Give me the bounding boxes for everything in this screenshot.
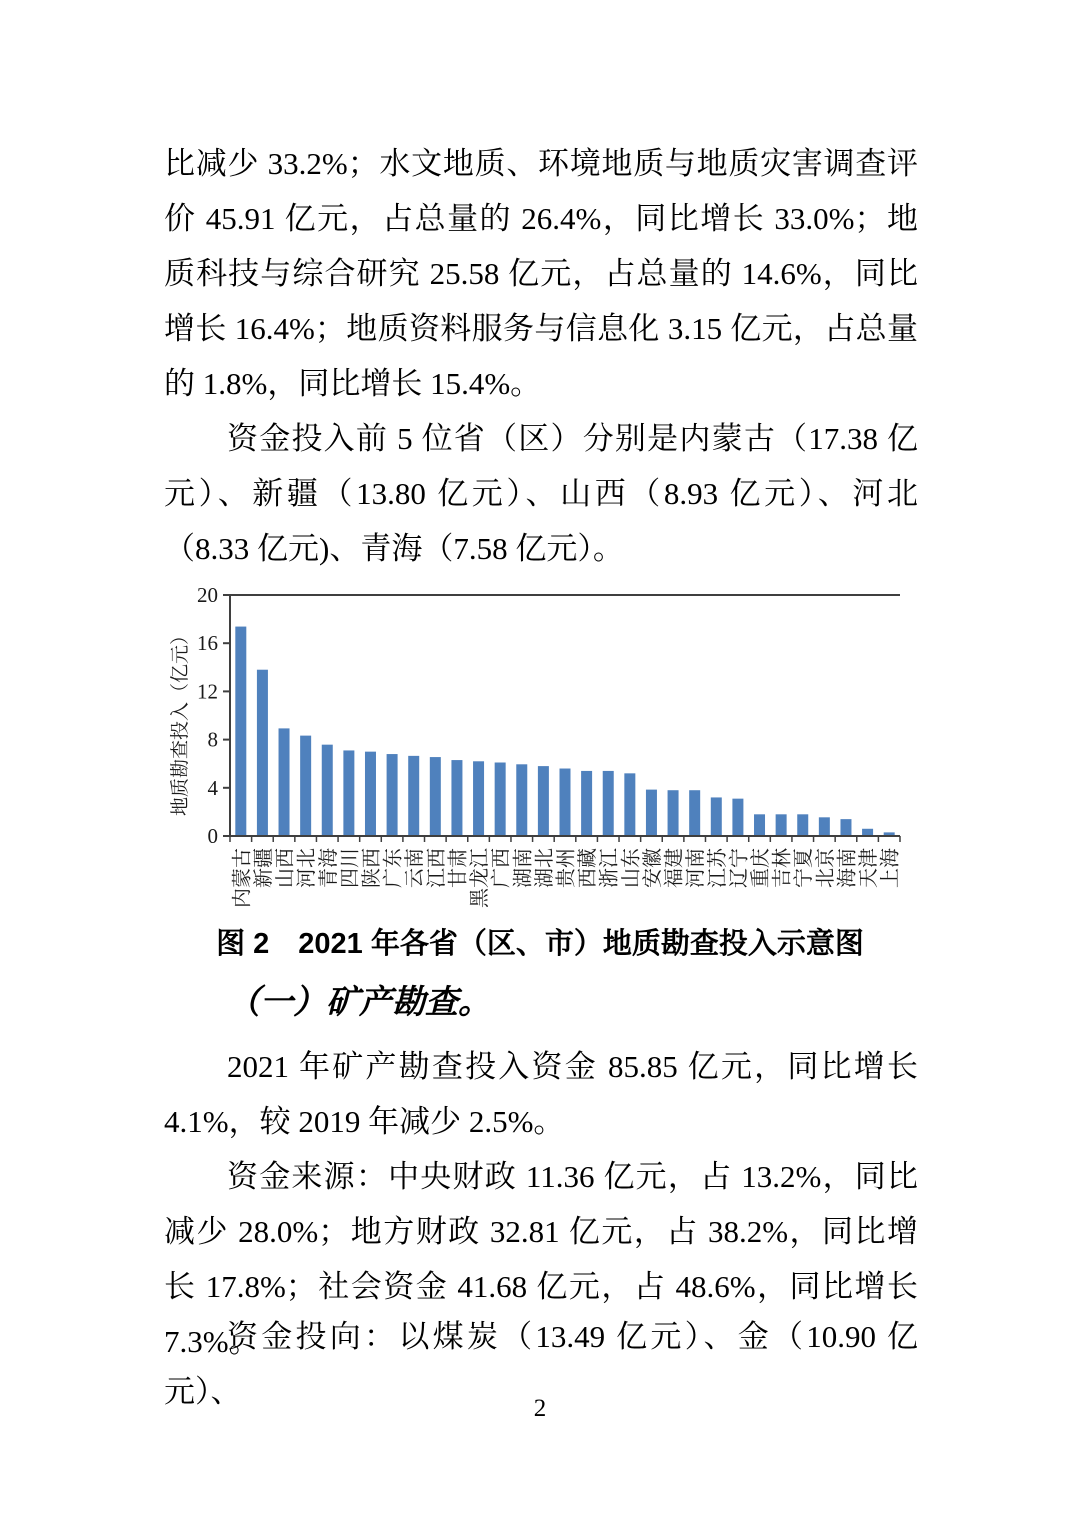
bar-重庆 (754, 814, 765, 836)
bar-河南 (689, 790, 700, 836)
bar-山东 (624, 773, 635, 836)
x-tick-label: 黑龙江 (469, 848, 492, 908)
x-tick-label: 海南 (836, 848, 859, 888)
y-tick-label: 12 (197, 679, 218, 704)
x-tick-label: 河南 (685, 848, 708, 888)
bar-天津 (862, 829, 873, 836)
figure-caption: 图 2 2021 年各省（区、市）地质勘查投入示意图 (216, 928, 864, 960)
x-tick-label: 湖北 (533, 848, 556, 888)
bar-浙江 (603, 771, 614, 836)
bar-吉林 (776, 814, 787, 836)
page-number: 2 (533, 1395, 547, 1422)
figure-2-bar-chart (160, 585, 920, 925)
bar-西藏 (581, 771, 592, 836)
x-tick-label: 云南 (404, 848, 427, 888)
bar-江西 (430, 757, 441, 836)
x-tick-label: 内蒙古 (231, 848, 254, 908)
bar-河北 (300, 736, 311, 836)
x-tick-label: 山东 (620, 848, 643, 888)
x-tick-label: 宁夏 (793, 848, 816, 888)
x-tick-label: 吉林 (771, 848, 794, 888)
x-tick-label: 浙江 (598, 848, 621, 888)
x-tick-label: 甘肃 (447, 848, 470, 888)
paragraph-funding-direction: 资金投向：以煤炭（13.49 亿元）、金（10.90 亿元）、 (164, 1319, 918, 1409)
bar-新疆 (257, 670, 268, 836)
bar-甘肃 (451, 760, 462, 836)
section-heading: （一）矿产勘查。 (227, 985, 491, 1021)
y-tick-label: 20 (197, 585, 218, 607)
bar-江苏 (711, 797, 722, 836)
bar-福建 (668, 790, 679, 836)
bar-湖北 (538, 766, 549, 836)
x-tick-label: 天津 (858, 848, 881, 888)
bar-山西 (279, 728, 290, 836)
x-tick-label: 上海 (879, 848, 902, 888)
bar-青海 (322, 745, 333, 836)
x-tick-label: 江西 (425, 848, 448, 888)
bar-辽宁 (732, 799, 743, 836)
x-tick-label: 西藏 (577, 848, 600, 888)
x-tick-label: 青海 (317, 848, 340, 888)
paragraph-geology-breakdown: 比减少 33.2%；水文地质、环境地质与地质灾害调查评价 45.91 亿元，占总量的 26.4%，同比增长 33.0%；地质科技与综合研究 25.58 亿元，占总量的 14.6%，同比增长 16.4%；地质资料服务与信息化 3.15 亿元，占总量的 1.8%，同比增长 15.4%。 (164, 146, 918, 401)
x-tick-label: 辽宁 (728, 848, 751, 888)
paragraph-funding-sources: 资金来源：中央财政 11.36 亿元，占 13.2%，同比减少 28.0%；地方财政 32.81 亿元，占 38.2%，同比增长 17.8%；社会资金 41.68 亿元，占 48.6%，同比增长 7.3%。 (164, 1159, 918, 1359)
x-tick-label: 山西 (274, 848, 297, 888)
x-tick-label: 重庆 (750, 848, 773, 888)
y-axis-title: 地质勘查投入（亿元） (170, 625, 191, 817)
bar-海南 (840, 819, 851, 836)
x-tick-label: 贵州 (555, 848, 578, 888)
bar-贵州 (560, 769, 571, 836)
y-tick-label: 0 (207, 824, 218, 848)
y-tick-label: 4 (207, 775, 218, 800)
x-tick-label: 陕西 (360, 848, 383, 888)
x-tick-label: 广西 (490, 848, 513, 888)
bar-黑龙江 (473, 761, 484, 836)
bar-chart-svg (160, 585, 920, 925)
bar-广西 (495, 763, 506, 837)
bar-湖南 (516, 764, 527, 836)
bar-安徽 (646, 790, 657, 836)
x-tick-label: 湖南 (512, 848, 535, 888)
x-tick-label: 广东 (382, 848, 405, 888)
bar-宁夏 (797, 814, 808, 836)
bar-广东 (387, 754, 398, 836)
x-tick-label: 河北 (296, 848, 319, 888)
bar-云南 (408, 756, 419, 836)
x-tick-label: 北京 (814, 848, 837, 888)
x-tick-label: 新疆 (252, 848, 275, 888)
bar-陕西 (365, 752, 376, 836)
y-tick-label: 8 (207, 727, 218, 752)
x-tick-label: 福建 (663, 848, 686, 888)
bar-内蒙古 (235, 627, 246, 836)
x-tick-label: 四川 (339, 848, 362, 888)
x-tick-label: 江苏 (706, 848, 729, 888)
bar-四川 (343, 750, 354, 836)
bar-北京 (819, 817, 830, 836)
paragraph-mineral-total: 2021 年矿产勘查投入资金 85.85 亿元，同比增长 4.1%，较 2019 年减少 2.5%。 (164, 1049, 918, 1139)
x-tick-label: 安徽 (641, 848, 664, 888)
paragraph-top5-provinces: 资金投入前 5 位省（区）分别是内蒙古（17.38 亿元）、新疆（13.80 亿元）、山西（8.93 亿元）、河北（8.33 亿元)、青海（7.58 亿元）。 (164, 421, 918, 566)
y-tick-label: 16 (197, 631, 218, 656)
